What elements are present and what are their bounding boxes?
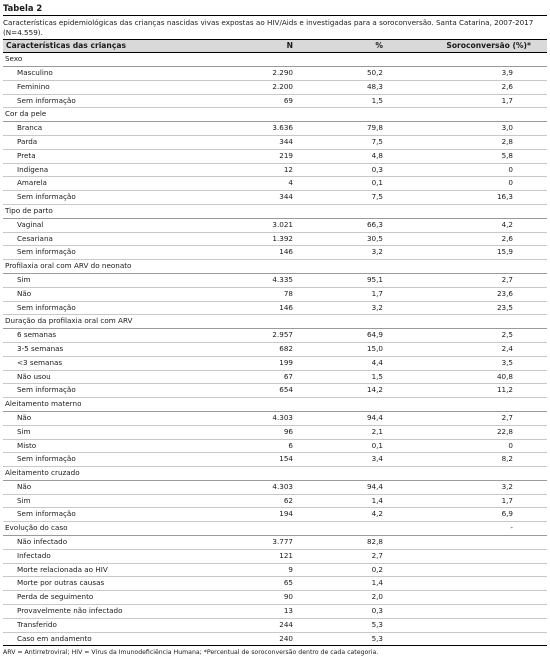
row-n-value: 96 xyxy=(203,425,299,439)
row-seroconversion-value: 6,9 xyxy=(389,508,547,522)
caption-divider xyxy=(3,15,547,16)
table-row xyxy=(3,246,547,260)
table-row xyxy=(3,453,547,467)
row-label: Sim xyxy=(3,494,203,508)
row-label: Não usou xyxy=(3,370,203,384)
header-characteristic: Características das crianças xyxy=(3,40,203,53)
row-n-value: 67 xyxy=(203,370,299,384)
row-n-value xyxy=(203,53,299,67)
row-percent-value: 1,5 xyxy=(299,370,389,384)
row-seroconversion-value xyxy=(389,632,547,646)
row-seroconversion-value: 2,6 xyxy=(389,80,547,94)
table-row xyxy=(3,439,547,453)
row-seroconversion-value xyxy=(389,53,547,67)
table-row xyxy=(3,494,547,508)
row-seroconversion-value xyxy=(389,260,547,274)
row-percent-value: 14,2 xyxy=(299,384,389,398)
row-n-value: 3.021 xyxy=(203,218,299,232)
row-percent-value: 1,4 xyxy=(299,494,389,508)
table-row xyxy=(3,301,547,315)
row-label: Perda de seguimento xyxy=(3,591,203,605)
row-n-value: 78 xyxy=(203,287,299,301)
row-seroconversion-value xyxy=(389,618,547,632)
row-percent-value xyxy=(299,467,389,481)
row-label: Caso em andamento xyxy=(3,632,203,646)
table-header xyxy=(3,40,547,53)
row-label: Não infectado xyxy=(3,536,203,550)
table-row xyxy=(3,135,547,149)
row-percent-value: 3,2 xyxy=(299,246,389,260)
row-label: Tipo de parto xyxy=(3,204,203,218)
row-percent-value: 50,2 xyxy=(299,66,389,80)
row-percent-value: 95,1 xyxy=(299,273,389,287)
row-n-value: 9 xyxy=(203,563,299,577)
table-body xyxy=(3,53,547,646)
row-label: Morte por outras causas xyxy=(3,577,203,591)
row-label: Não xyxy=(3,287,203,301)
row-seroconversion-value: 3,5 xyxy=(389,356,547,370)
table-row xyxy=(3,66,547,80)
table-row xyxy=(3,232,547,246)
row-label: Sexo xyxy=(3,53,203,67)
row-label: Duração da profilaxia oral com ARV xyxy=(3,315,203,329)
row-percent-value: 2,7 xyxy=(299,549,389,563)
row-n-value: 2.290 xyxy=(203,66,299,80)
row-label: Sem informação xyxy=(3,246,203,260)
row-label: Sem informação xyxy=(3,301,203,315)
header-n: N xyxy=(203,40,299,53)
table-row xyxy=(3,480,547,494)
row-n-value: 240 xyxy=(203,632,299,646)
row-n-value: 65 xyxy=(203,577,299,591)
table-row xyxy=(3,191,547,205)
row-seroconversion-value: 2,7 xyxy=(389,273,547,287)
row-seroconversion-value: 40,8 xyxy=(389,370,547,384)
row-n-value: 3.636 xyxy=(203,122,299,136)
row-percent-value: 94,4 xyxy=(299,411,389,425)
row-seroconversion-value: 23,6 xyxy=(389,287,547,301)
row-n-value: 219 xyxy=(203,149,299,163)
row-label: Branca xyxy=(3,122,203,136)
table-row xyxy=(3,94,547,108)
row-percent-value: 4,2 xyxy=(299,508,389,522)
table-row xyxy=(3,356,547,370)
row-n-value xyxy=(203,108,299,122)
table-row xyxy=(3,536,547,550)
table-row xyxy=(3,577,547,591)
row-label: Transferido xyxy=(3,618,203,632)
table-group-row xyxy=(3,398,547,412)
row-percent-value: 4,8 xyxy=(299,149,389,163)
row-label: <3 semanas xyxy=(3,356,203,370)
row-seroconversion-value xyxy=(389,591,547,605)
row-label: Profilaxia oral com ARV do neonato xyxy=(3,260,203,274)
row-n-value: 2.957 xyxy=(203,329,299,343)
row-label: Cesariana xyxy=(3,232,203,246)
row-seroconversion-value xyxy=(389,467,547,481)
row-label: Amarela xyxy=(3,177,203,191)
row-seroconversion-value: 0 xyxy=(389,439,547,453)
row-n-value xyxy=(203,260,299,274)
row-percent-value: 64,9 xyxy=(299,329,389,343)
row-n-value: 146 xyxy=(203,246,299,260)
epidemiology-table xyxy=(3,39,547,646)
row-seroconversion-value: 5,8 xyxy=(389,149,547,163)
row-n-value: 4.335 xyxy=(203,273,299,287)
row-label: Aleitamento cruzado xyxy=(3,467,203,481)
row-n-value: 69 xyxy=(203,94,299,108)
row-percent-value: 15,0 xyxy=(299,342,389,356)
row-percent-value: 82,8 xyxy=(299,536,389,550)
row-seroconversion-value: 2,5 xyxy=(389,329,547,343)
table-row xyxy=(3,605,547,619)
row-seroconversion-value: 2,8 xyxy=(389,135,547,149)
row-label: Não xyxy=(3,480,203,494)
row-percent-value xyxy=(299,53,389,67)
row-percent-value: 7,5 xyxy=(299,191,389,205)
row-percent-value: 94,4 xyxy=(299,480,389,494)
row-seroconversion-value xyxy=(389,577,547,591)
row-n-value xyxy=(203,204,299,218)
row-n-value xyxy=(203,315,299,329)
table-row xyxy=(3,122,547,136)
row-percent-value: 1,7 xyxy=(299,287,389,301)
row-n-value: 344 xyxy=(203,191,299,205)
row-label: Morte relacionada ao HIV xyxy=(3,563,203,577)
table-row xyxy=(3,163,547,177)
row-label: Provavelmente não infectado xyxy=(3,605,203,619)
row-n-value xyxy=(203,522,299,536)
row-percent-value: 3,2 xyxy=(299,301,389,315)
row-percent-value: 66,3 xyxy=(299,218,389,232)
row-percent-value: 1,4 xyxy=(299,577,389,591)
row-n-value xyxy=(203,398,299,412)
row-seroconversion-value: 16,3 xyxy=(389,191,547,205)
row-percent-value: 3,4 xyxy=(299,453,389,467)
row-seroconversion-value: 23,5 xyxy=(389,301,547,315)
row-label: Cor da pele xyxy=(3,108,203,122)
row-label: Vaginal xyxy=(3,218,203,232)
row-seroconversion-value xyxy=(389,204,547,218)
row-seroconversion-value: 4,2 xyxy=(389,218,547,232)
row-label: Masculino xyxy=(3,66,203,80)
table-group-row xyxy=(3,260,547,274)
row-percent-value xyxy=(299,522,389,536)
table-row xyxy=(3,287,547,301)
row-seroconversion-value: 0 xyxy=(389,163,547,177)
table-title: Tabela 2 xyxy=(3,3,43,13)
header-percent: % xyxy=(299,40,389,53)
row-label: Preta xyxy=(3,149,203,163)
row-label: 3-5 semanas xyxy=(3,342,203,356)
row-n-value: 4 xyxy=(203,177,299,191)
table-row xyxy=(3,177,547,191)
row-seroconversion-value xyxy=(389,563,547,577)
table-row xyxy=(3,591,547,605)
row-seroconversion-value: 2,7 xyxy=(389,411,547,425)
row-label: 6 semanas xyxy=(3,329,203,343)
row-n-value: 4.303 xyxy=(203,480,299,494)
row-n-value: 199 xyxy=(203,356,299,370)
row-label: Sem informação xyxy=(3,94,203,108)
table-row xyxy=(3,218,547,232)
row-seroconversion-value: 11,2 xyxy=(389,384,547,398)
row-label: Feminino xyxy=(3,80,203,94)
table-footnote: ARV = Antirretroviral; HIV = Vírus da Imunodeficiência Humana; *Percentual de soroconversão dentro de cada categoria. xyxy=(3,649,379,657)
row-percent-value: 79,8 xyxy=(299,122,389,136)
row-label: Aleitamento materno xyxy=(3,398,203,412)
row-seroconversion-value: 3,9 xyxy=(389,66,547,80)
row-percent-value xyxy=(299,315,389,329)
row-n-value: 344 xyxy=(203,135,299,149)
row-n-value: 3.777 xyxy=(203,536,299,550)
table-row xyxy=(3,80,547,94)
row-percent-value xyxy=(299,398,389,412)
row-seroconversion-value xyxy=(389,605,547,619)
row-n-value: 4.303 xyxy=(203,411,299,425)
row-percent-value: 2,0 xyxy=(299,591,389,605)
row-percent-value xyxy=(299,108,389,122)
row-percent-value: 5,3 xyxy=(299,632,389,646)
row-n-value: 62 xyxy=(203,494,299,508)
row-label: Indígena xyxy=(3,163,203,177)
table-row xyxy=(3,618,547,632)
row-percent-value: 5,3 xyxy=(299,618,389,632)
table-caption: Características epidemiológicas das crianças nascidas vivas expostas ao HIV/Aids e investigadas para a soroconversão. Santa Catarina, 2007-2017 (N=4.559). xyxy=(3,18,534,37)
row-seroconversion-value xyxy=(389,108,547,122)
row-n-value: 1.392 xyxy=(203,232,299,246)
row-n-value: 154 xyxy=(203,453,299,467)
row-label: Evolução do caso xyxy=(3,522,203,536)
row-seroconversion-value: 3,2 xyxy=(389,480,547,494)
table-row xyxy=(3,384,547,398)
table-row xyxy=(3,273,547,287)
row-label: Misto xyxy=(3,439,203,453)
row-n-value: 682 xyxy=(203,342,299,356)
row-seroconversion-value: 8,2 xyxy=(389,453,547,467)
table-row xyxy=(3,508,547,522)
table-group-row xyxy=(3,467,547,481)
table-row xyxy=(3,632,547,646)
row-percent-value: 7,5 xyxy=(299,135,389,149)
row-n-value: 90 xyxy=(203,591,299,605)
row-label: Sim xyxy=(3,425,203,439)
row-percent-value: 48,3 xyxy=(299,80,389,94)
row-label: Sim xyxy=(3,273,203,287)
row-percent-value: 4,4 xyxy=(299,356,389,370)
row-n-value xyxy=(203,467,299,481)
row-seroconversion-value xyxy=(389,536,547,550)
table-group-row xyxy=(3,204,547,218)
row-seroconversion-value: 1,7 xyxy=(389,494,547,508)
row-n-value: 121 xyxy=(203,549,299,563)
row-seroconversion-value xyxy=(389,549,547,563)
header-row xyxy=(3,40,547,53)
row-n-value: 654 xyxy=(203,384,299,398)
table-row xyxy=(3,425,547,439)
row-label: Sem informação xyxy=(3,191,203,205)
row-percent-value xyxy=(299,204,389,218)
row-percent-value: 0,1 xyxy=(299,177,389,191)
row-n-value: 2.200 xyxy=(203,80,299,94)
row-percent-value: 0,3 xyxy=(299,605,389,619)
row-seroconversion-value: 1,7 xyxy=(389,94,547,108)
row-label: Sem informação xyxy=(3,508,203,522)
table-row xyxy=(3,342,547,356)
table-row xyxy=(3,411,547,425)
row-label: Infectado xyxy=(3,549,203,563)
row-seroconversion-value: 22,8 xyxy=(389,425,547,439)
row-n-value: 194 xyxy=(203,508,299,522)
row-seroconversion-value xyxy=(389,315,547,329)
row-label: Sem informação xyxy=(3,453,203,467)
row-seroconversion-value: - xyxy=(389,522,547,536)
row-seroconversion-value: 0 xyxy=(389,177,547,191)
row-n-value: 146 xyxy=(203,301,299,315)
row-label: Sem informação xyxy=(3,384,203,398)
row-percent-value: 0,3 xyxy=(299,163,389,177)
table-group-row xyxy=(3,53,547,67)
row-label: Parda xyxy=(3,135,203,149)
table-row xyxy=(3,329,547,343)
row-seroconversion-value: 3,0 xyxy=(389,122,547,136)
row-label: Não xyxy=(3,411,203,425)
row-percent-value xyxy=(299,260,389,274)
table-row xyxy=(3,563,547,577)
table-group-row xyxy=(3,522,547,536)
row-seroconversion-value xyxy=(389,398,547,412)
row-seroconversion-value: 2,4 xyxy=(389,342,547,356)
table-group-row xyxy=(3,108,547,122)
row-n-value: 244 xyxy=(203,618,299,632)
row-n-value: 13 xyxy=(203,605,299,619)
table-group-row xyxy=(3,315,547,329)
row-seroconversion-value: 15,9 xyxy=(389,246,547,260)
row-percent-value: 0,2 xyxy=(299,563,389,577)
header-seroconversion: Soroconversão (%)* xyxy=(389,40,547,53)
row-percent-value: 1,5 xyxy=(299,94,389,108)
row-percent-value: 30,5 xyxy=(299,232,389,246)
row-n-value: 6 xyxy=(203,439,299,453)
table-row xyxy=(3,549,547,563)
row-percent-value: 0,1 xyxy=(299,439,389,453)
table-row xyxy=(3,370,547,384)
row-percent-value: 2,1 xyxy=(299,425,389,439)
table-row xyxy=(3,149,547,163)
row-seroconversion-value: 2,6 xyxy=(389,232,547,246)
row-n-value: 12 xyxy=(203,163,299,177)
